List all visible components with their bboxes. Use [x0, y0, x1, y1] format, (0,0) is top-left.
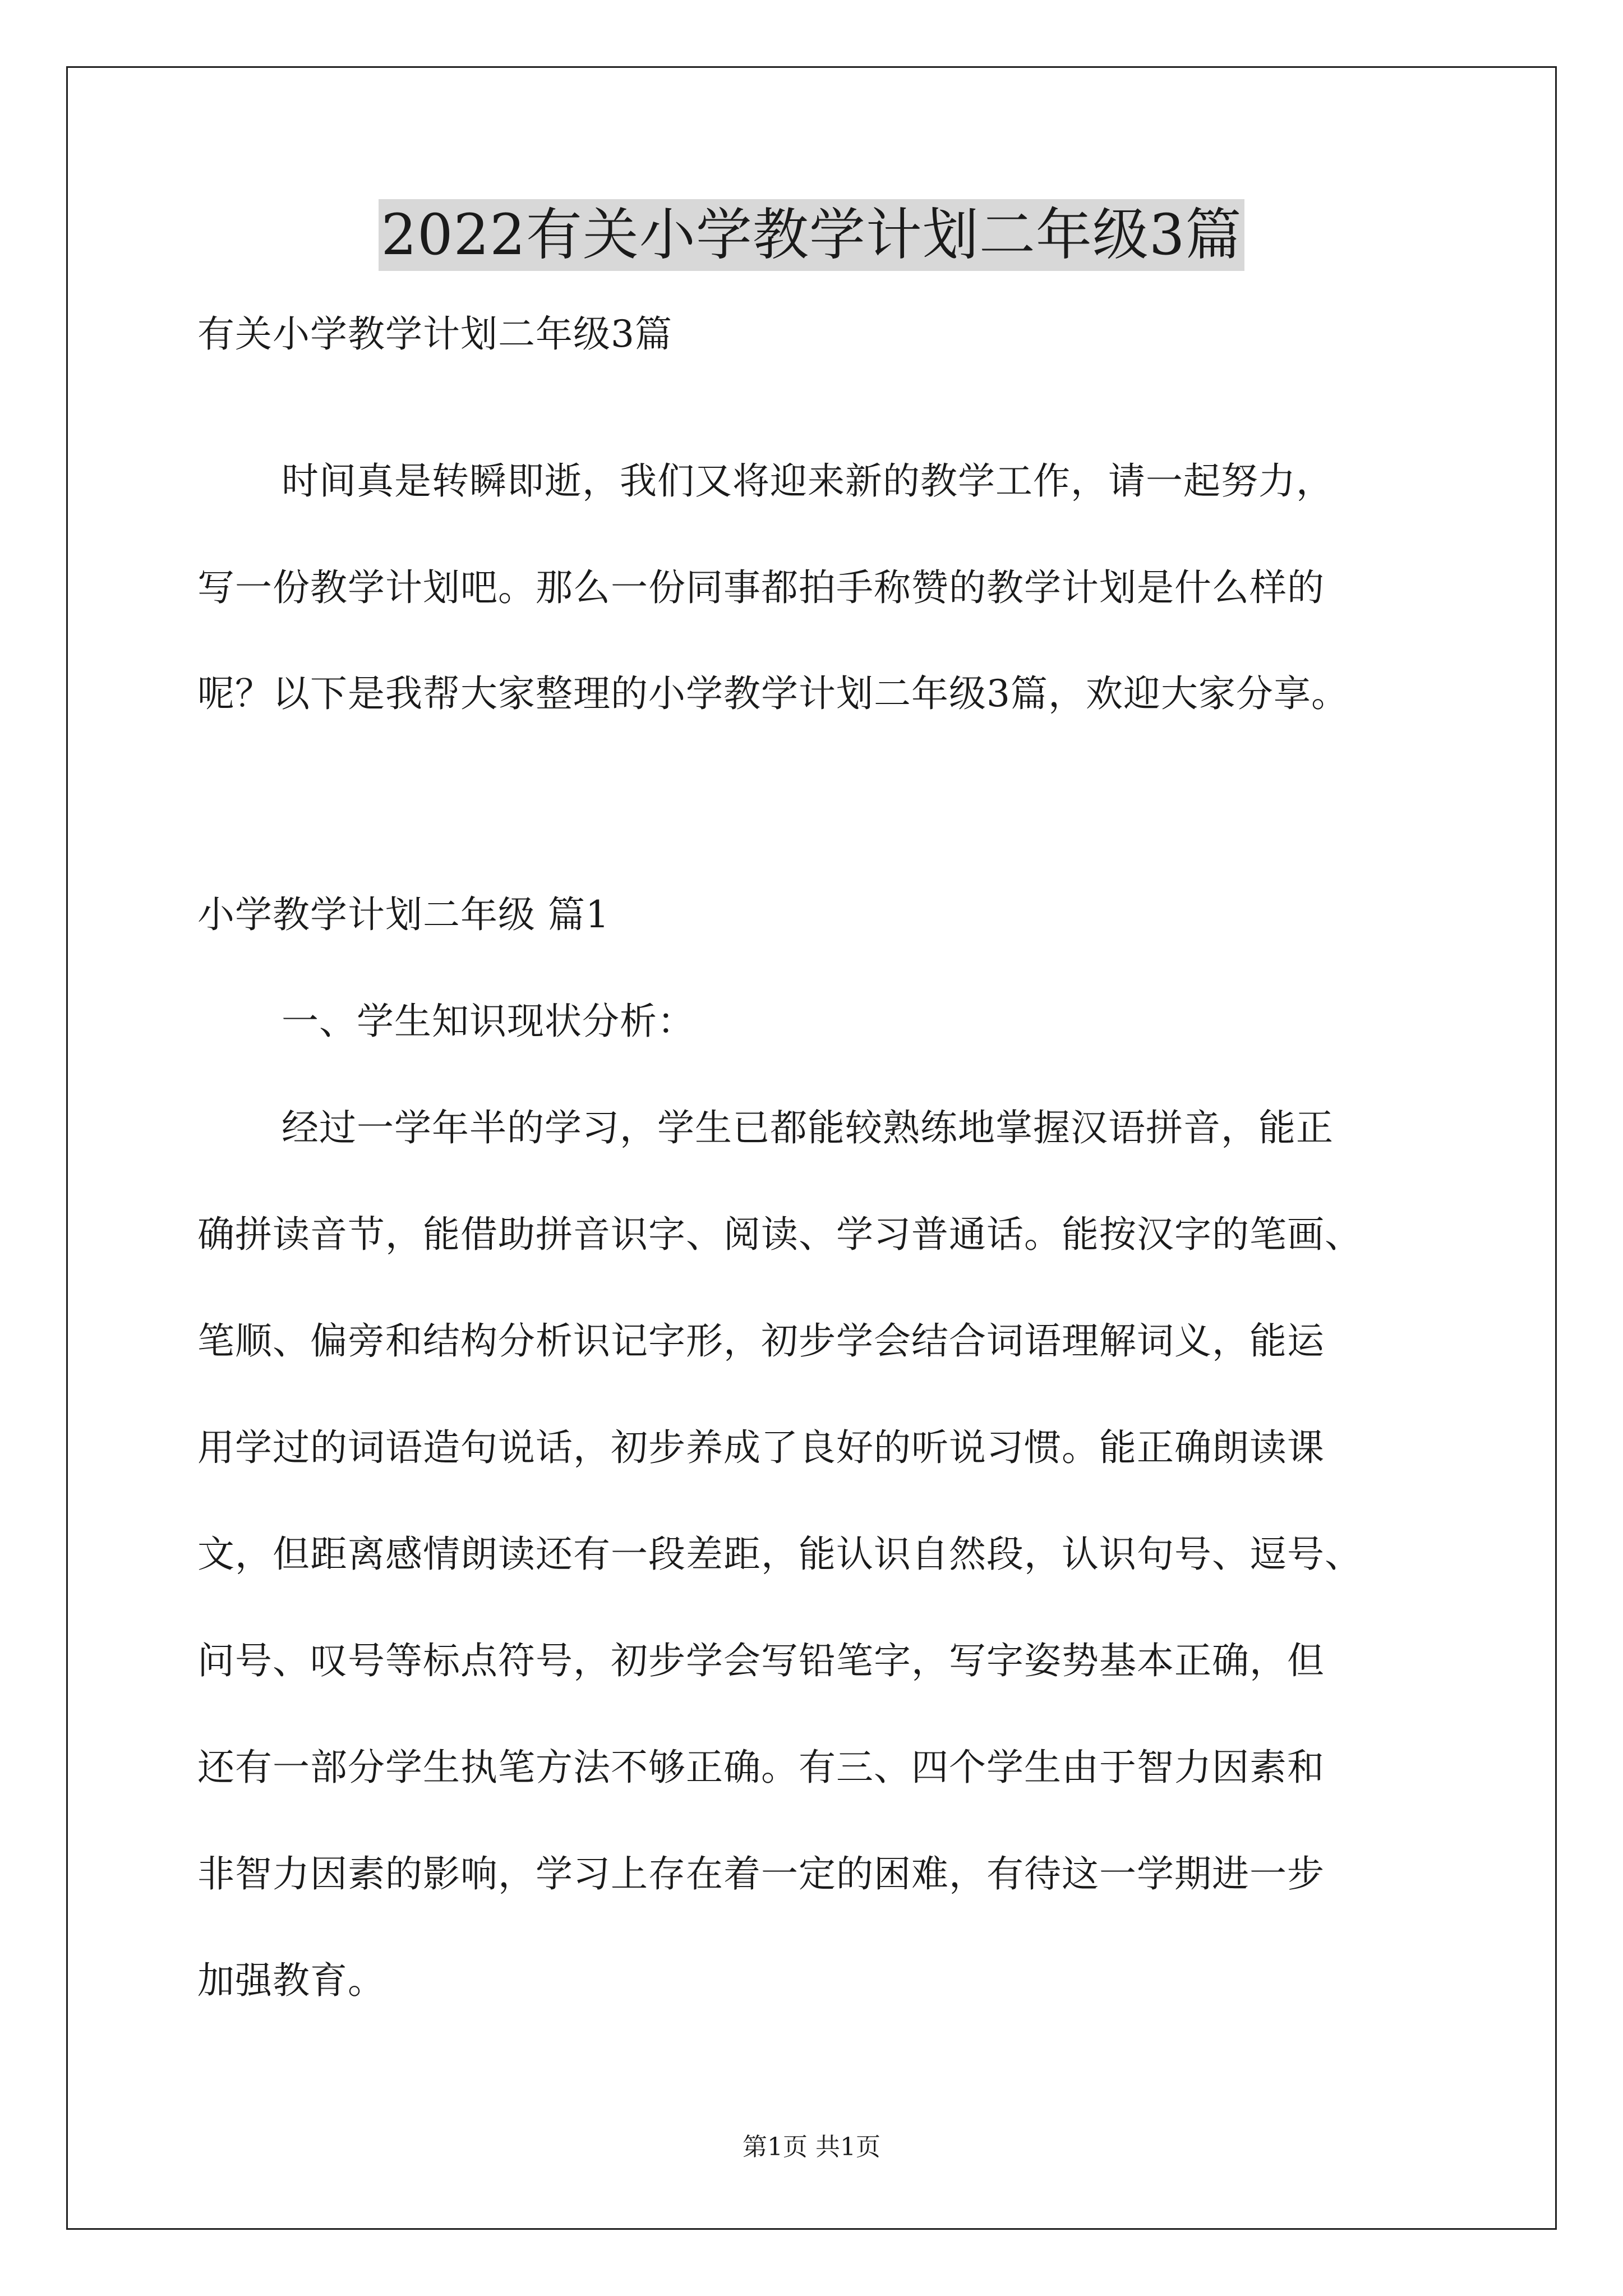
- page-number-footer: 第1页 共1页: [743, 2133, 880, 2161]
- body-line-8: 非智力因素的影响，学习上存在着一定的困难，有待这一学期进一步: [197, 1852, 1325, 1895]
- body-line-4: 用学过的词语造句说话，初步养成了良好的听说习惯。能正确朗读课: [197, 1426, 1325, 1469]
- intro-line-3: 呢？以下是我帮大家整理的小学教学计划二年级3篇，欢迎大家分享。: [197, 672, 1349, 715]
- intro-line-1: 时间真是转瞬即逝，我们又将迎来新的教学工作，请一起努力，: [282, 459, 1334, 503]
- body-line-7: 还有一部分学生执笔方法不够正确。有三、四个学生由于智力因素和: [197, 1746, 1325, 1789]
- document-subtitle: 有关小学教学计划二年级3篇: [197, 312, 672, 356]
- body-line-3: 笔顺、偏旁和结构分析识记字形，初步学会结合词语理解词义，能运: [197, 1319, 1325, 1363]
- section-subheading: 一、学生知识现状分析：: [282, 1000, 695, 1043]
- body-line-5: 文，但距离感情朗读还有一段差距，能认识自然段，认识句号、逗号、: [197, 1533, 1362, 1576]
- body-line-9: 加强教育。: [197, 1959, 385, 2002]
- intro-line-2: 写一份教学计划吧。那么一份同事都拍手称赞的教学计划是什么样的: [197, 566, 1325, 609]
- body-line-1: 经过一学年半的学习，学生已都能较熟练地掌握汉语拼音，能正: [282, 1106, 1334, 1149]
- document-title: 2022有关小学教学计划二年级3篇: [379, 199, 1244, 271]
- body-line-2: 确拼读音节，能借助拼音识字、阅读、学习普通话。能按汉字的笔画、: [197, 1213, 1362, 1256]
- body-line-6: 问号、叹号等标点符号，初步学会写铅笔字，写字姿势基本正确，但: [197, 1639, 1325, 1682]
- title-container: [0, 199, 1623, 271]
- section-heading: 小学教学计划二年级 篇1: [197, 893, 610, 936]
